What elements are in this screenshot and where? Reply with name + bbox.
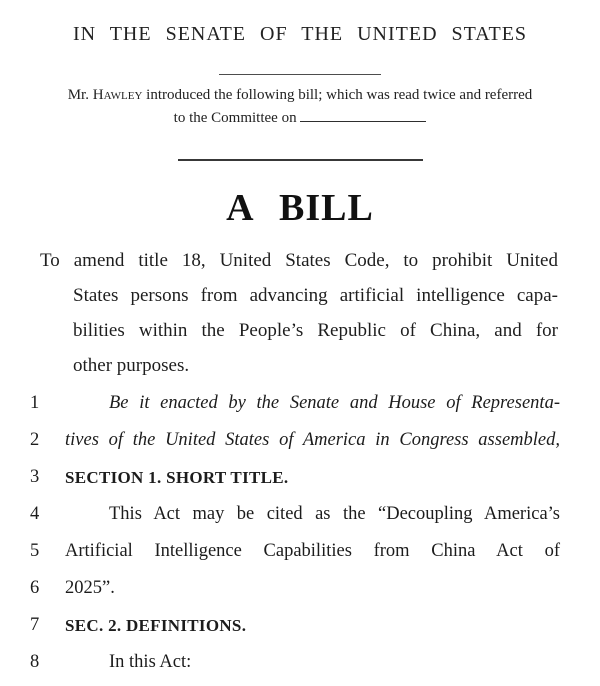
bill-line-3-section-heading — [0, 459, 600, 496]
preamble-line: To amend title 18, United States Code, to prohibit United — [40, 250, 558, 271]
bill-line-6 — [0, 570, 600, 607]
line-text: In this Act: — [109, 652, 192, 672]
introduction-paragraph — [30, 84, 570, 130]
committee-clause: to the Committee on — [173, 110, 301, 126]
line-number: 7 — [30, 615, 40, 635]
line-number: 3 — [30, 467, 40, 487]
intro-text: introduced the following bill; which was read twice and referred — [142, 87, 533, 103]
bill-line-2 — [0, 422, 600, 459]
line-text: Be it enacted by the Senate and House of Representa- — [109, 393, 560, 413]
line-text: tives of the United States of America in Congress assembled, — [65, 430, 560, 450]
line-text: Artificial Intelligence Capabilities from China Act of — [65, 541, 560, 561]
preamble-line: States persons from advancing artificial intelligence capa- — [73, 285, 558, 306]
line-number: 1 — [30, 393, 40, 413]
line-text: 2025”. — [65, 578, 115, 598]
line-number: 5 — [30, 541, 40, 561]
numbered-body-lines — [0, 385, 600, 681]
line-number: 4 — [30, 504, 40, 524]
bill-line-8 — [0, 644, 600, 681]
line-number: 2 — [30, 430, 40, 450]
divider-rule-short — [219, 74, 381, 75]
bill-line-4 — [0, 496, 600, 533]
committee-name-blank — [300, 107, 426, 122]
divider-rule-long — [178, 159, 423, 161]
line-text: This Act may be cited as the “Decoupling America’s — [109, 504, 560, 524]
preamble-line: other purposes. — [73, 355, 190, 376]
bill-line-7-section-heading — [0, 607, 600, 644]
sponsor-prefix: Mr. — [67, 87, 93, 103]
line-number: 8 — [30, 652, 40, 672]
line-number: 6 — [30, 578, 40, 598]
bill-line-5 — [0, 533, 600, 570]
long-title-preamble — [0, 243, 600, 383]
sponsor-name: Hawley — [92, 87, 143, 103]
line-text: SECTION 1. SHORT TITLE. — [65, 468, 289, 487]
bill-line-1 — [0, 385, 600, 422]
bill-title: A BILL — [226, 187, 374, 229]
line-text: SEC. 2. DEFINITIONS. — [65, 616, 247, 635]
senate-header: IN THE SENATE OF THE UNITED STATES — [72, 23, 528, 45]
preamble-line: bilities within the People’s Republic of China, and for — [73, 320, 558, 341]
